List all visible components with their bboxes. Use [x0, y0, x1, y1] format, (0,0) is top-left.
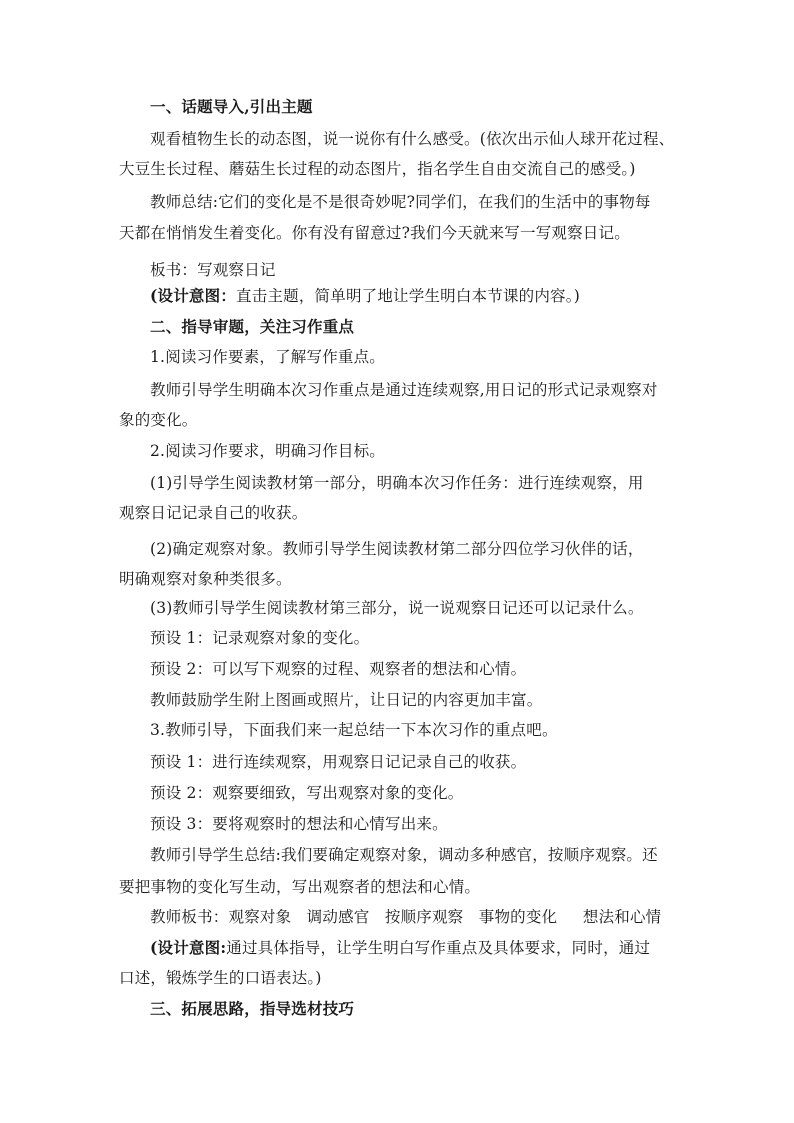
section2-item2: 2.阅读习作要求，明确习作目标。	[150, 442, 385, 460]
section1-paragraph1-line2: 大豆生长过程、蘑菇生长过程的动态图片，指名学生自由交流自己的感受。)	[119, 160, 636, 178]
section1-board-note: 板书：写观察日记	[150, 261, 276, 279]
section2-sub3: (3)教师引导学生阅读教材第三部分，说一说观察日记还可以记录什么。	[150, 599, 644, 617]
section2-preset-b2: 预设 2：观察要细致，写出观察对象的变化。	[150, 784, 464, 802]
section1-paragraph1-line1: 观看植物生长的动态图，说一说你有什么感受。(依次出示仙人球开花过程、	[150, 130, 675, 148]
section2-board-note: 教师板书：观察对象 调动感官 按顺序观察 事物的变化 想法和心情	[150, 908, 662, 926]
section1-paragraph2-line1: 教师总结:它们的变化是不是很奇妙呢?同学们，在我们的生活中的事物每	[150, 193, 651, 211]
design-intent-label: (设计意图：	[150, 286, 237, 305]
section2-sub1-line2: 观察日记记录自己的收获。	[119, 504, 308, 522]
section2-preset-a1: 预设 1：记录观察对象的变化。	[150, 629, 370, 647]
section2-preset-b3: 预设 3：要将观察时的想法和心情写出来。	[150, 815, 448, 833]
section2-design-intent-line1	[150, 937, 650, 959]
section2-item3: 3.教师引导，下面我们来一起总结一下本次习作的重点吧。	[150, 721, 558, 739]
section1-design-intent	[150, 285, 580, 307]
section1-paragraph2-line2: 天都在悄悄发生着变化。你有没有留意过?我们今天就来写一写观察日记。	[119, 224, 630, 242]
design-intent-text: 直击主题，简单明了地让学生明白本节课的内容。)	[236, 287, 580, 305]
section2-heading: 二、指导审题，关注习作重点	[150, 317, 355, 336]
section2-summary-line1: 教师引导学生总结:我们要确定观察对象，调动多种感官，按顺序观察。还	[150, 846, 658, 864]
section2-preset-a2: 预设 2：可以写下观察的过程、观察者的想法和心情。	[150, 660, 527, 678]
section2-sub2-line1: (2)确定观察对象。教师引导学生阅读教材第二部分四位学习伙伴的话，	[150, 540, 644, 558]
section2-preset-b1: 预设 1：进行连续观察，用观察日记记录自己的收获。	[150, 753, 527, 771]
section2-encourage: 教师鼓励学生附上图画或照片，让日记的内容更加丰富。	[150, 691, 543, 709]
design-intent-label: (设计意图:	[150, 938, 227, 957]
section3-heading: 三、拓展思路，指导选材技巧	[150, 999, 355, 1018]
section2-sub1-line1: (1)引导学生阅读教材第一部分，明确本次习作任务：进行连续观察，用	[150, 474, 644, 492]
section2-summary-line2: 要把事物的变化写生动，写出观察者的想法和心情。	[119, 878, 481, 896]
section2-item1-paragraph-line2: 象的变化。	[119, 411, 198, 429]
design-intent-text: 通过具体指导，让学生明白写作重点及具体要求，同时，通过	[226, 939, 651, 957]
section2-item1: 1.阅读习作要素，了解写作重点。	[150, 348, 385, 366]
section2-sub2-line2: 明确观察对象种类很多。	[119, 570, 292, 588]
section2-item1-paragraph-line1: 教师引导学生明确本次习作重点是通过连续观察,用日记的形式记录观察对	[150, 381, 658, 399]
section1-heading: 一、话题导入,引出主题	[150, 97, 313, 116]
section2-design-intent-line2: 口述，锻炼学生的口语表达。)	[119, 969, 322, 987]
